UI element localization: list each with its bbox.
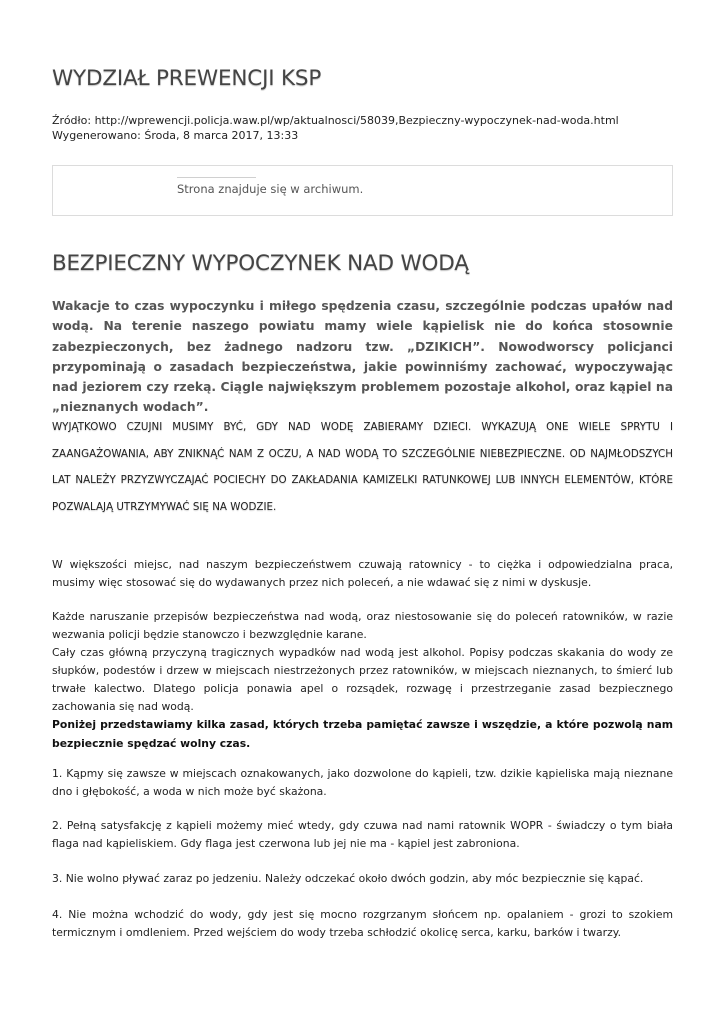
- archive-notice-box: [52, 165, 673, 216]
- paragraph-rules-intro: Poniżej przedstawiamy kilka zasad, których trzeba pamiętać zawsze i wszędzie, a które pozwolą nam bezpiecznie spędzać wolny czas.: [52, 718, 673, 750]
- rule-3: 3. Nie wolno pływać zaraz po jedzeniu. Należy odczekać około dwóch godzin, aby móc bezpiecznie się kąpać.: [52, 872, 644, 885]
- rule-2: 2. Pełną satysfakcję z kąpieli możemy mieć wtedy, gdy czuwa nad nami ratownik WOPR - świadczy o tym biała flaga nad kąpieliskiem. Gdy flaga jest czerwona lub jej nie ma - kąpiel jest zabroniona.: [52, 819, 673, 850]
- document-meta: [52, 113, 619, 143]
- site-title: WYDZIAŁ PREWENCJI KSP: [52, 66, 322, 91]
- paragraph-alcohol: Cały czas główną przyczyną tragicznych wypadków nad wodą jest alkohol. Popisy podczas skakania do wody ze słupków, podestów i drzew w miejscach niestrzeżonych przez ratowników, w miejscach nieznanych, to śmierć lub trwałe kalectwo. Dlatego policja ponawia apel o rozsądek, rozwagę i przestrzeganie zasad bezpiecznego zachowania się nad wodą.: [52, 646, 673, 713]
- source-line: Źródło: http://wprewencji.policja.waw.pl/wp/aktualnosci/58039,Bezpieczny-wypoczynek-nad-woda.html: [52, 114, 619, 127]
- article-lead: Wakacje to czas wypoczynku i miłego spędzenia czasu, szczególnie podczas upałów nad wodą. Na terenie naszego powiatu mamy wiele kąpielisk nie do końca stosownie zabezpieczonych, bez żadnego nadzoru tzw. „DZIKICH”. Nowodworscy policjanci przypominają o zasadach bezpieczeństwa, jakie powinniśmy zachować, wypoczywając nad jeziorem czy rzeką. Ciągle największym problemem pozostaje alkohol, oraz kąpiel na „nieznanych wodach”.: [52, 299, 673, 415]
- archive-divider: [177, 177, 256, 178]
- paragraph-penalties: Każde naruszanie przepisów bezpieczeństwa nad wodą, oraz niestosowanie się do poleceń ratowników, w razie wezwania policji będzie stanowczo i bezwzględnie karane.: [52, 610, 673, 641]
- rule-1: 1. Kąpmy się zawsze w miejscach oznakowanych, jako dozwolone do kąpieli, tzw. dzikie kąpieliska mają nieznane dno i głębokość, a woda w nich może być skażona.: [52, 767, 673, 798]
- rule-4: 4. Nie można wchodzić do wody, gdy jest się mocno rozgrzanym słońcem np. opalaniem - grozi to szokiem termicznym i omdleniem. Przed wejściem do wody trzeba schłodzić okolicę serca, karku, barków i twarzy.: [52, 908, 673, 939]
- children-warning-paragraph: WYJĄTKOWO CZUJNI MUSIMY BYĆ, GDY NAD WODĘ ZABIERAMY DZIECI. WYKAZUJĄ ONE WIELE SPRYTU I ZAANGAŻOWANIA, ABY ZNIKNĄĆ NAM Z OCZU, A NAD WODĄ TO SZCZEGÓLNIE NIEBEZPIECZNE. OD NAJMŁODSZYCH LAT NALEŻY PRZYZWYCZAJAĆ POCIECHY DO ZAKŁADANIA KAMIZELKI RATUNKOWEJ LUB INNYCH ELEMENTÓW, KTÓRE POZWALAJĄ UTRZYMYWAĆ SIĘ NA WODZIE.: [52, 421, 673, 513]
- generated-line: Wygenerowano: Środa, 8 marca 2017, 13:33: [52, 129, 299, 142]
- article-title: BEZPIECZNY WYPOCZYNEK NAD WODĄ: [52, 251, 469, 276]
- archive-notice-text: Strona znajduje się w archiwum.: [177, 182, 364, 196]
- paragraph-lifeguards: W większości miejsc, nad naszym bezpieczeństwem czuwają ratownicy - to ciężka i odpowiedzialna praca, musimy więc stosować się do wydawanych przez nich poleceń, a nie wdawać się z nimi w dyskusje.: [52, 558, 673, 589]
